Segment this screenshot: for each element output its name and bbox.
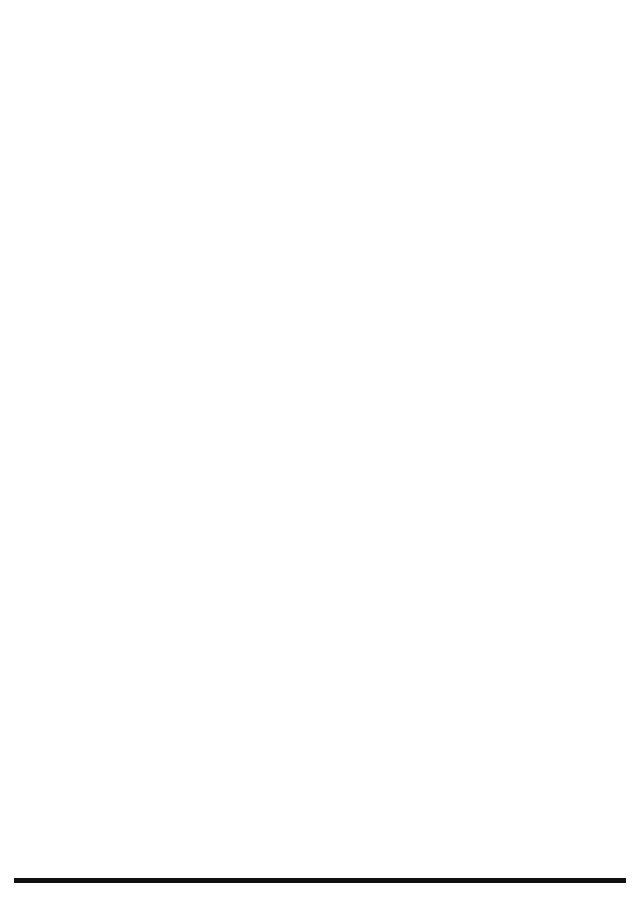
page-bottom-bar: [14, 878, 626, 883]
